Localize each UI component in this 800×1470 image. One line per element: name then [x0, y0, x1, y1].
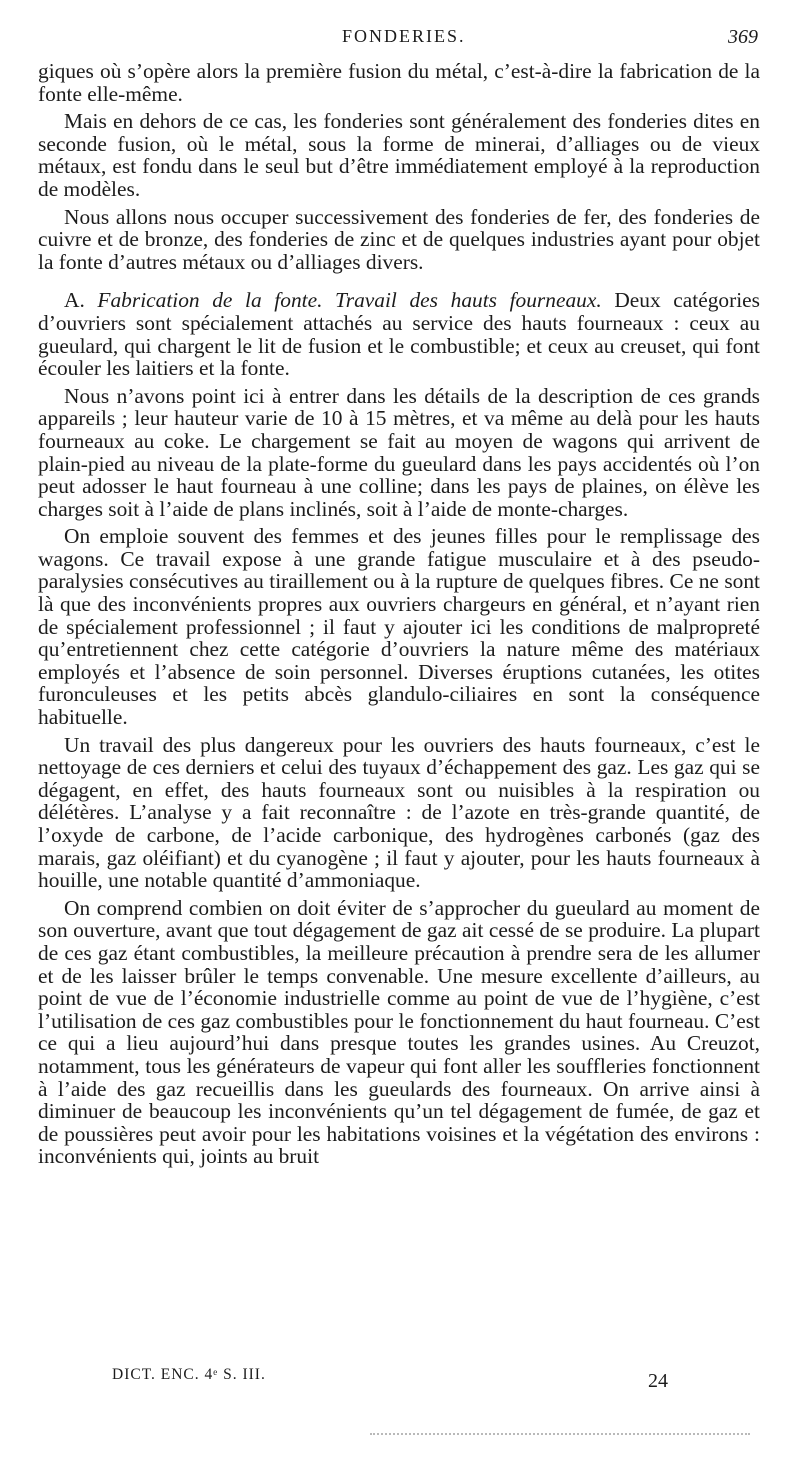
- paragraph: Mais en dehors de ce cas, les fonderies sont généralement des fonderies dites en seconde fusion, où le métal, sous la forme de minerai, d’alliages ou de vieux métaux, est fondu dans le seul but d’être immédiatement employé à la reproduction de modèles.: [38, 109, 760, 201]
- paragraph: Un travail des plus dangereux pour les ouvriers des hauts fourneaux, c’est le nettoyage de ces derniers et celui des tuyaux d’échappement des gaz. Les gaz qui se dégagent, en effet, des hauts fourneaux sont ou nuisibles à la respiration ou délétères. L’analyse y a fait reconnaître : de l’azote en très-grande quantité, de l’oxyde de carbone, de l’acide carbonique, des hydrogènes carbonés (gaz des marais, gaz oléifiant) et du cyanogène ; il faut y ajouter, pour les hauts fourneaux à houille, une notable quantité d’ammoniaque.: [38, 732, 760, 893]
- paragraph: On emploie souvent des femmes et des jeunes filles pour le remplissage des wagons. Ce travail expose à une grande fatigue musculaire et à des pseudo-paralysies consécutives au tiraillement ou à la rupture de quelques fibres. Ce ne sont là que des inconvénients propres aux ouvriers chargeurs en général, et n’ayant rien de spécialement professionnel ; il faut y ajouter ici les conditions de malpropreté qu’entretiennent chez cette catégorie d’ouvriers la nature même des matériaux employés et l’absence de soin personnel. Diverses éruptions cutanées, les otites furonculeuses et les petits abcès glandulo-ciliaires en sont la conséquence habituelle.: [38, 524, 760, 730]
- signature-mark: DICT. ENC. 4ᵉ S. III.: [112, 1366, 266, 1383]
- body-text: [38, 60, 760, 1168]
- section-paragraph: [38, 289, 760, 379]
- section-text: Deux catégories d’ouvriers sont spécialement attachés au service des hauts fourneaux : ceux au gueulard, qui chargent le lit de fusion et le combustible; et ceux au creuset, qui font écouler les laitiers et la fonte.: [38, 288, 760, 381]
- paragraph: Nous allons nous occuper successivement des fonderies de fer, des fonderies de cuivre et de bronze, des fonderies de zinc et de quelques industries ayant pour objet la fonte d’autres métaux ou d’alliages divers.: [38, 204, 760, 274]
- signature-number: 24: [648, 1370, 668, 1392]
- running-head: [0, 26, 800, 56]
- section-label: A.: [64, 288, 85, 313]
- paragraph: Nous n’avons point ici à entrer dans les détails de la description de ces grands appareils ; leur hauteur varie de 10 à 15 mètres, et va même au delà pour les hauts fourneaux au coke. Le chargement se fait au moyen de wagons qui arrivent de plain-pied au niveau de la plate-forme du gueulard dans les pays accidentés où l’on peut adosser le haut fourneau à une colline; dans les pays de plaines, on élève les charges soit à l’aide de plans inclinés, soit à l’aide de monte-charges.: [38, 383, 760, 521]
- section-title: Fabrication de la fonte. Travail des hauts fourneaux.: [97, 288, 602, 313]
- paragraph: On comprend combien on doit éviter de s’approcher du gueulard au moment de son ouverture, avant que tout dégagement de gaz ait cessé de se produire. La plupart de ces gaz étant combustibles, la meilleure précaution à prendre sera de les allumer et de les laisser brûler le temps convenable. Une mesure excellente d’ailleurs, au point de vue de l’économie industrielle comme au point de vue de l’hygiène, c’est l’utilisation de ces gaz combustibles pour le fonctionnement du haut fourneau. C’est ce qui a lieu aujourd’hui dans presque toutes les grandes usines. Au Creuzot, notamment, tous les générateurs de vapeur qui font aller les souffleries fonctionnent à l’aide des gaz recueillis dans les gueulards des fourneaux. On arrive ainsi à diminuer de beaucoup les inconvénients qu’un tel dégagement de fumée, de gaz et de poussières peut avoir pour les habitations voisines et la végétation des environs : inconvénients qui, joints au bruit: [38, 895, 760, 1169]
- footer: [0, 1366, 800, 1406]
- page-number: 369: [728, 26, 758, 48]
- bleed-through-line: [370, 1433, 750, 1435]
- running-title: FONDERIES.: [342, 26, 466, 46]
- paragraph-continuation: giques où s’opère alors la première fusion du métal, c’est-à-dire la fabrication de la fonte elle-même.: [38, 59, 760, 106]
